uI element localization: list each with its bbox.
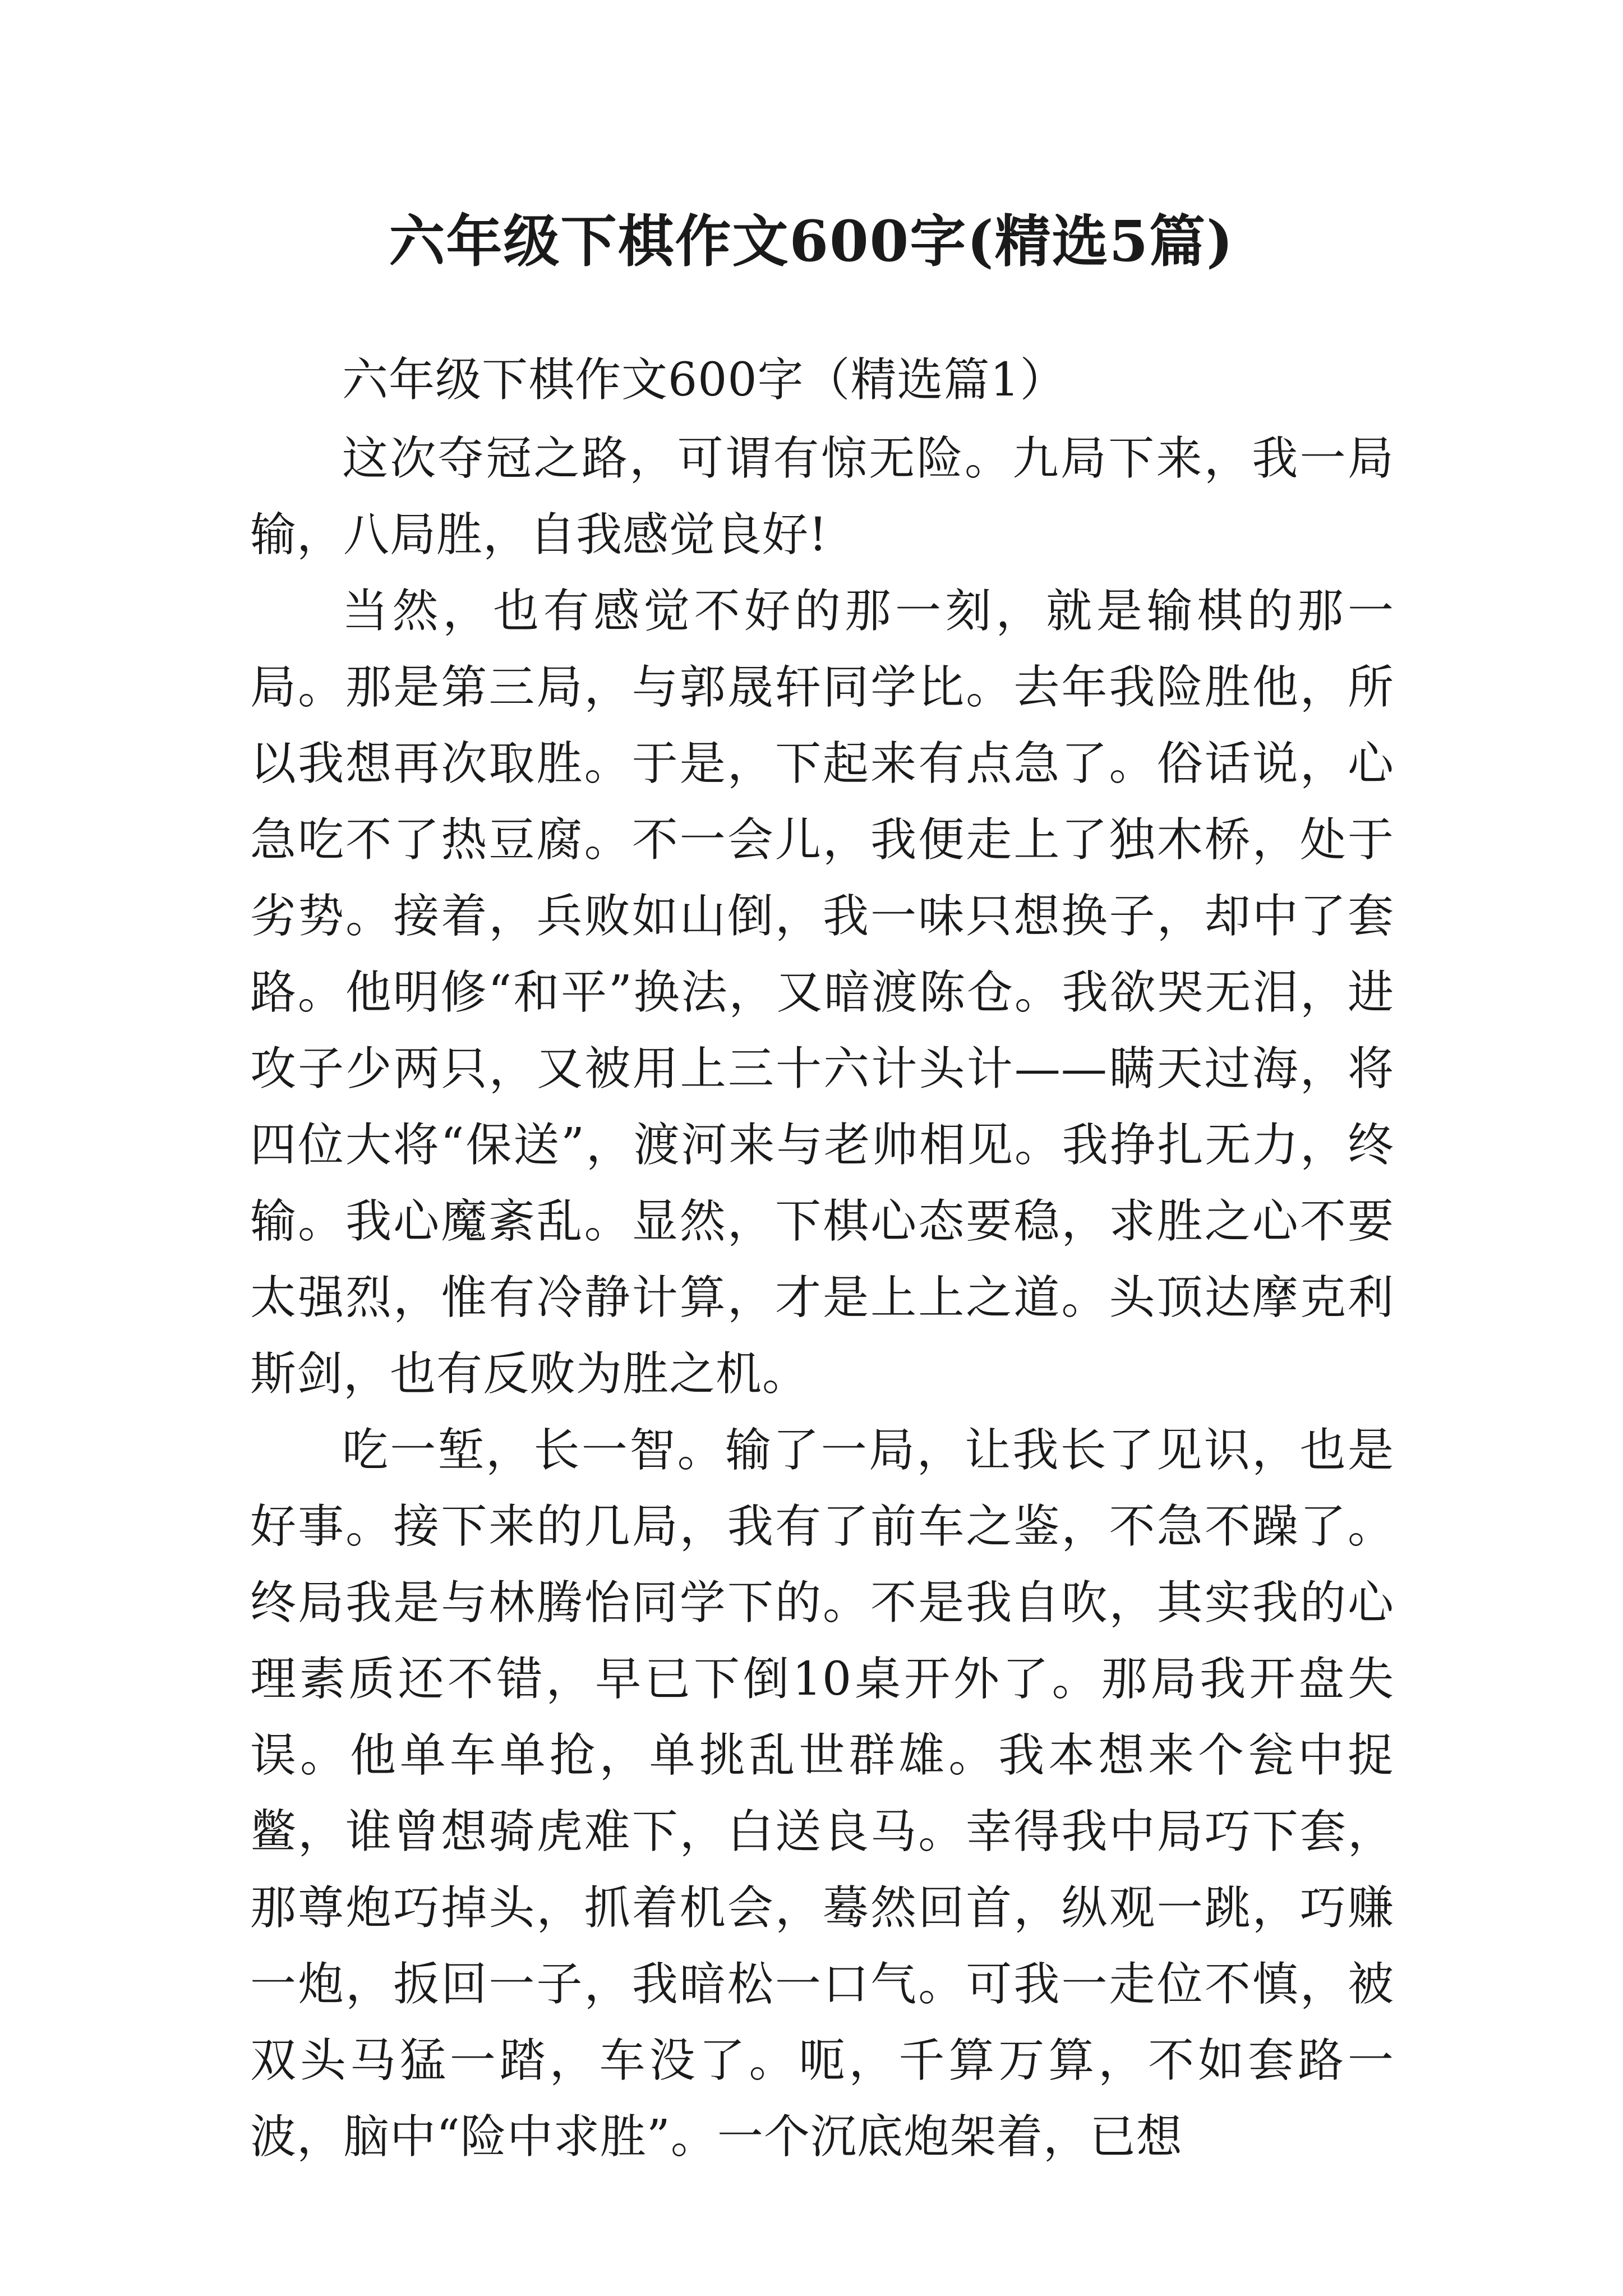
paragraph: 当然，也有感觉不好的那一刻，就是输棋的那一局。那是第三局，与郭晟轩同学比。去年我险胜他，所以我想再次取胜。于是，下起来有点急了。俗话说，心急吃不了热豆腐。不一会儿，我便走上了独木桥，处于劣势。接着，兵败如山倒，我一味只想换子，却中了套路。他明修“和平”换法，又暗渡陈仓。我欲哭无泪，进攻子少两只，又被用上三十六计头计——瞒天过海，将四位大将“保送”，渡河来与老帅相见。我挣扎无力，终输。我心魔紊乱。显然，下棋心态要稳，求胜之心不要太强烈，惟有冷静计算，才是上上之道。头顶达摩克利斯剑，也有反败为胜之机。 <box>250 585 1394 1401</box>
document-body <box>250 342 1394 2175</box>
document-title: 六年级下棋作文600字(精选5篇) <box>389 208 1234 274</box>
paragraph: 吃一堑，长一智。输了一局，让我长了见识，也是好事。接下来的几局，我有了前车之鉴，不急不躁了。终局我是与林腾怡同学下的。不是我自吹，其实我的心理素质还不错，早已下倒10桌开外了。那局我开盘失误。他单车单抢，单挑乱世群雄。我本想来个瓮中捉鳖，谁曾想骑虎难下，白送良马。幸得我中局巧下套，那尊炮巧掉头，抓着机会，蓦然回首，纵观一跳，巧赚一炮，扳回一子，我暗松一口气。可我一走位不慎，被双头马猛一踏，车没了。呃，千算万算，不如套路一波，脑中“险中求胜”。一个沉底炮架着，已想 <box>250 1424 1394 2164</box>
section-heading: 六年级下棋作文600字（精选篇1） <box>342 353 1067 407</box>
paragraph: 这次夺冠之路，可谓有惊无险。九局下来，我一局输，八局胜，自我感觉良好! <box>250 432 1394 562</box>
